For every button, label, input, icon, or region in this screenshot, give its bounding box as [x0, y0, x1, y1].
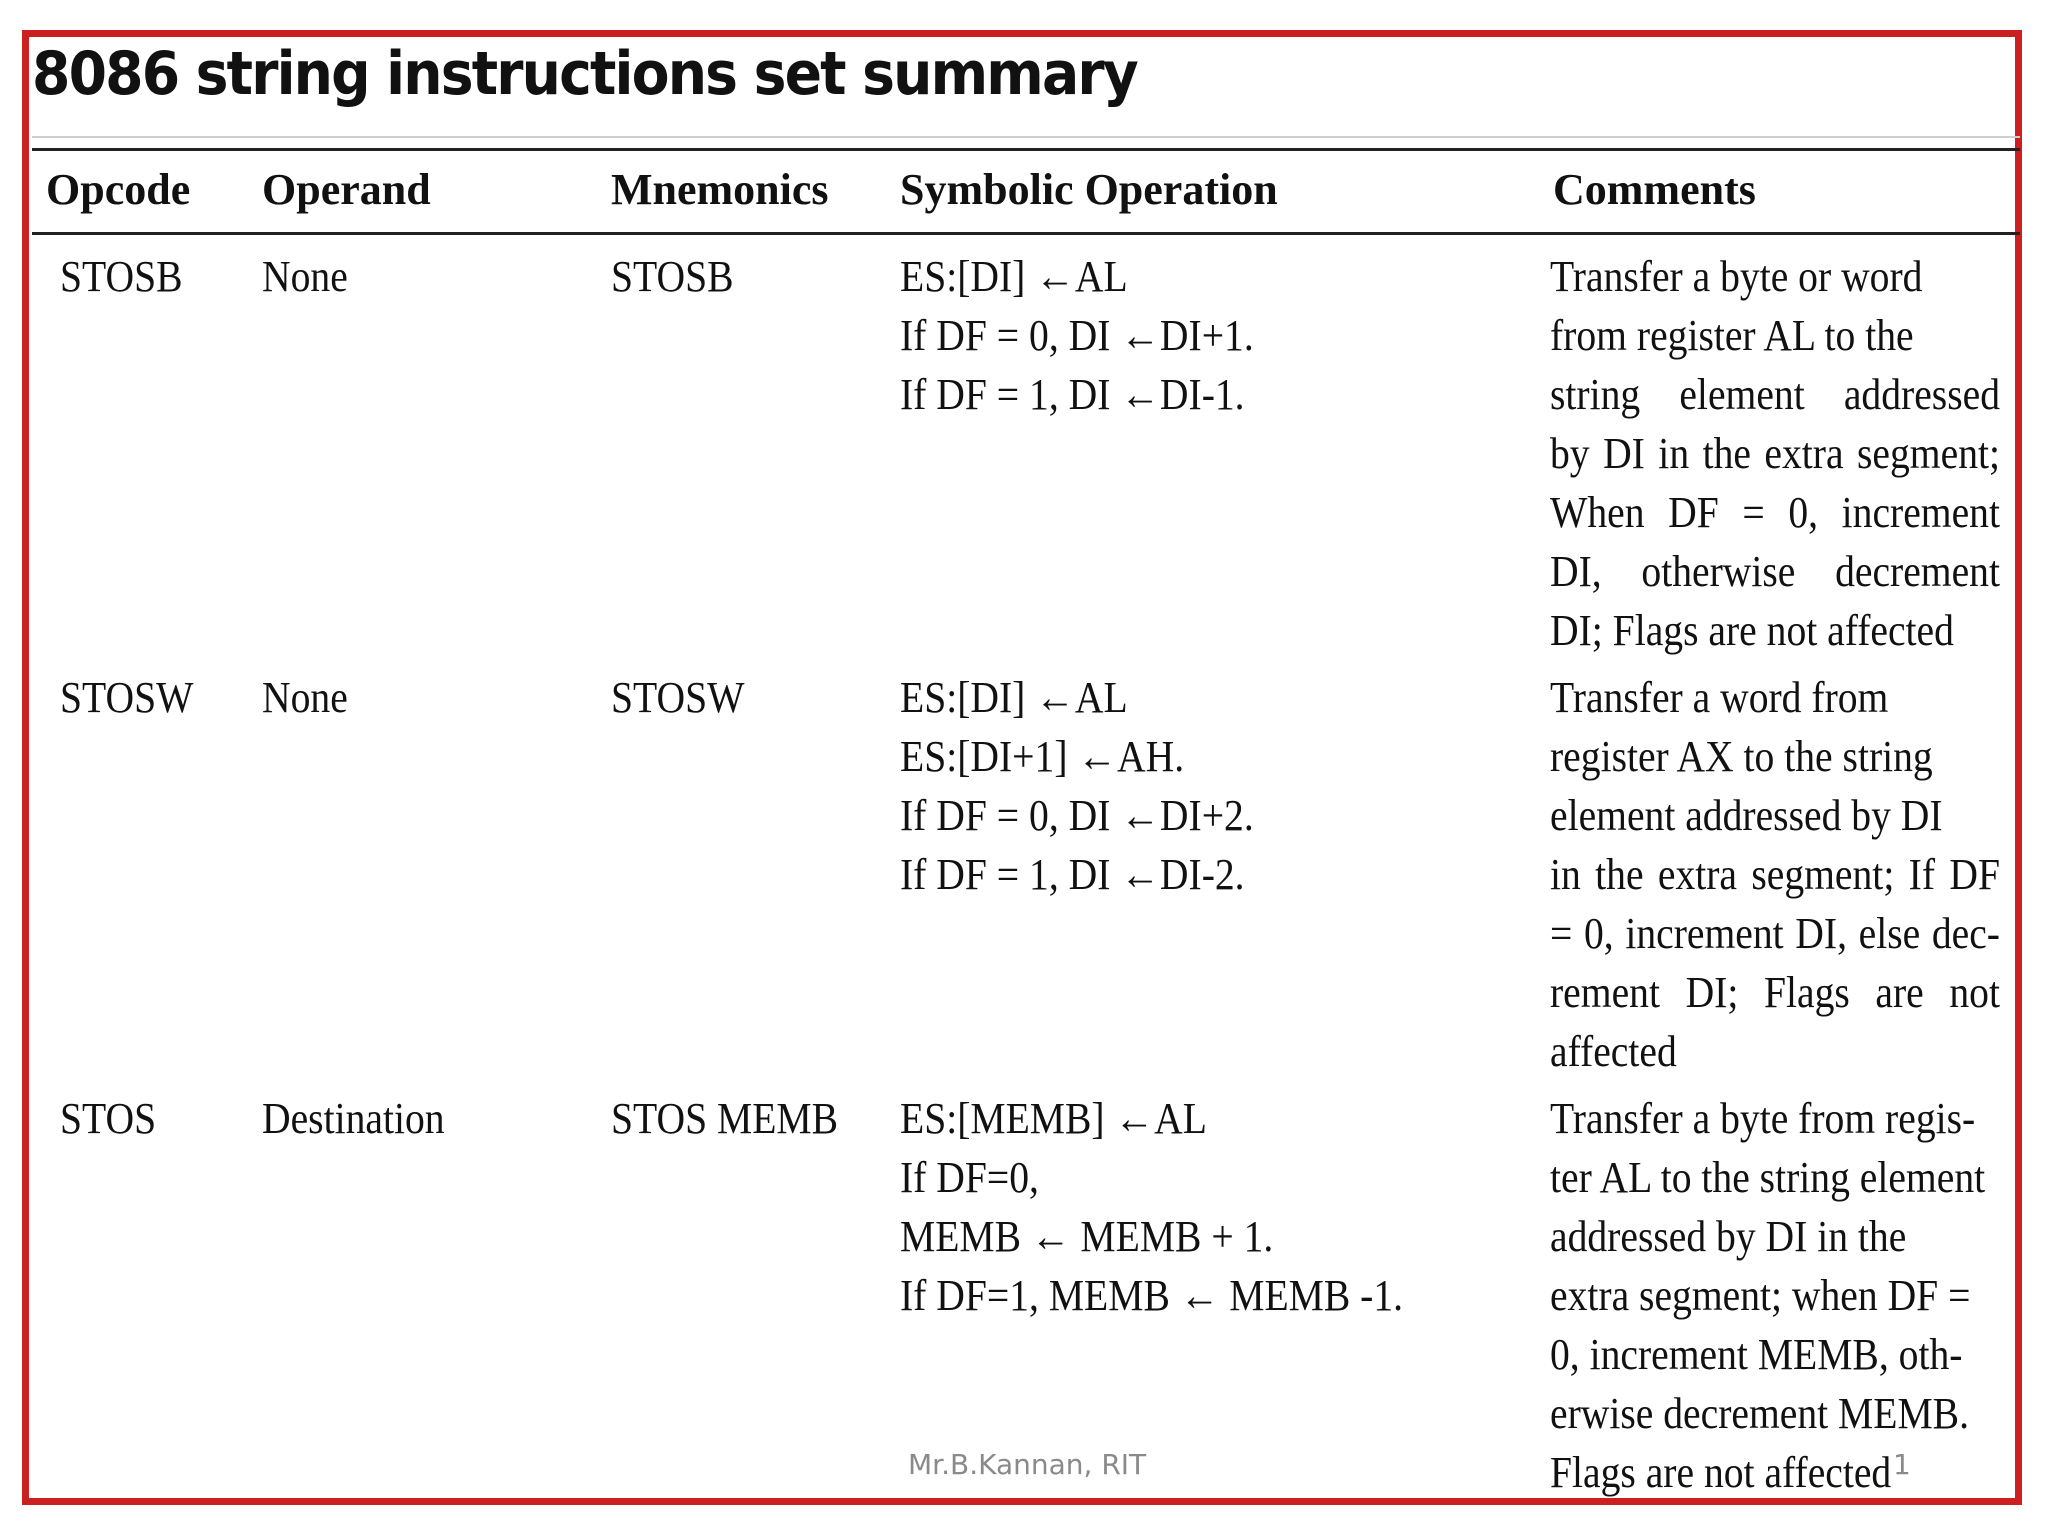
comment-line: from register AL to the [1550, 311, 1914, 360]
cell-mnemonics: STOSB [611, 252, 734, 301]
header-comments: Comments [1553, 165, 1756, 214]
cell-operand: None [262, 673, 348, 722]
cell-comments [1550, 1089, 2000, 1502]
comment-line: = 0, increment DI, else dec- [1550, 909, 2000, 958]
header-symbolic-operation: Symbolic Operation [900, 165, 1278, 214]
cell-symbolic-operation [900, 1089, 1403, 1325]
symbolic-line: ES:[DI] ←AL [900, 252, 1128, 301]
comment-line: extra segment; when DF = [1550, 1271, 1971, 1320]
symbolic-line: If DF = 0, DI ←DI+1. [900, 311, 1254, 360]
comment-line: by DI in the extra segment; [1550, 429, 2000, 478]
symbolic-line: If DF = 0, DI ←DI+2. [900, 791, 1254, 840]
title-divider [32, 136, 2020, 138]
header-operand: Operand [262, 165, 431, 214]
cell-operand: Destination [262, 1094, 445, 1143]
comment-line: Transfer a byte from regis- [1550, 1094, 1976, 1143]
comment-line: erwise decrement MEMB. [1550, 1389, 1969, 1438]
header-opcode: Opcode [46, 165, 191, 214]
comment-line: Transfer a word from [1550, 673, 1889, 722]
cell-comments [1550, 668, 2000, 1081]
symbolic-line: ES:[DI+1] ←AH. [900, 732, 1185, 781]
slide-footer: Mr.B.Kannan, RIT [908, 1448, 1147, 1481]
comment-line: affected [1550, 1027, 1677, 1076]
comment-line: element addressed by DI [1550, 791, 1943, 840]
slide-title: 8086 string instructions set summary [32, 39, 1137, 109]
cell-opcode: STOS [60, 1094, 157, 1143]
comment-line: 0, increment MEMB, oth- [1550, 1330, 1963, 1379]
comment-line: register AX to the string [1550, 732, 1933, 781]
comment-line: addressed by DI in the [1550, 1212, 1907, 1261]
comment-line: DI; Flags are not affected [1550, 606, 1954, 655]
symbolic-line: ES:[DI] ←AL [900, 673, 1128, 722]
symbolic-line: If DF = 1, DI ←DI-2. [900, 850, 1245, 899]
table-header-rule [32, 232, 2020, 235]
comment-line: in the extra segment; If DF [1550, 850, 2000, 899]
symbolic-line: ES:[MEMB] ←AL [900, 1094, 1207, 1143]
comment-line: When DF = 0, increment [1550, 488, 2000, 537]
comment-line: DI, otherwise decrement [1550, 547, 2000, 596]
cell-opcode: STOSB [60, 252, 183, 301]
table-top-rule [32, 148, 2020, 151]
symbolic-line: If DF=1, MEMB ← MEMB -1. [900, 1271, 1404, 1320]
comment-line: rement DI; Flags are not [1550, 968, 2000, 1017]
cell-mnemonics: STOS MEMB [611, 1094, 839, 1143]
cell-operand: None [262, 252, 348, 301]
comment-line: Flags are not affected [1550, 1448, 1892, 1497]
symbolic-line: MEMB ← MEMB + 1. [900, 1212, 1274, 1261]
cell-symbolic-operation [900, 668, 1254, 904]
comment-line: string element addressed [1550, 370, 2000, 419]
cell-opcode: STOSW [60, 673, 194, 722]
cell-mnemonics: STOSW [611, 673, 745, 722]
comment-line: Transfer a byte or word [1550, 252, 1923, 301]
comment-line: ter AL to the string element [1550, 1153, 1986, 1202]
symbolic-line: If DF = 1, DI ←DI-1. [900, 370, 1245, 419]
slide-number: 1 [1893, 1448, 1911, 1481]
cell-symbolic-operation [900, 247, 1254, 424]
symbolic-line: If DF=0, [900, 1153, 1039, 1202]
cell-comments [1550, 247, 2000, 660]
header-mnemonics: Mnemonics [611, 165, 829, 214]
